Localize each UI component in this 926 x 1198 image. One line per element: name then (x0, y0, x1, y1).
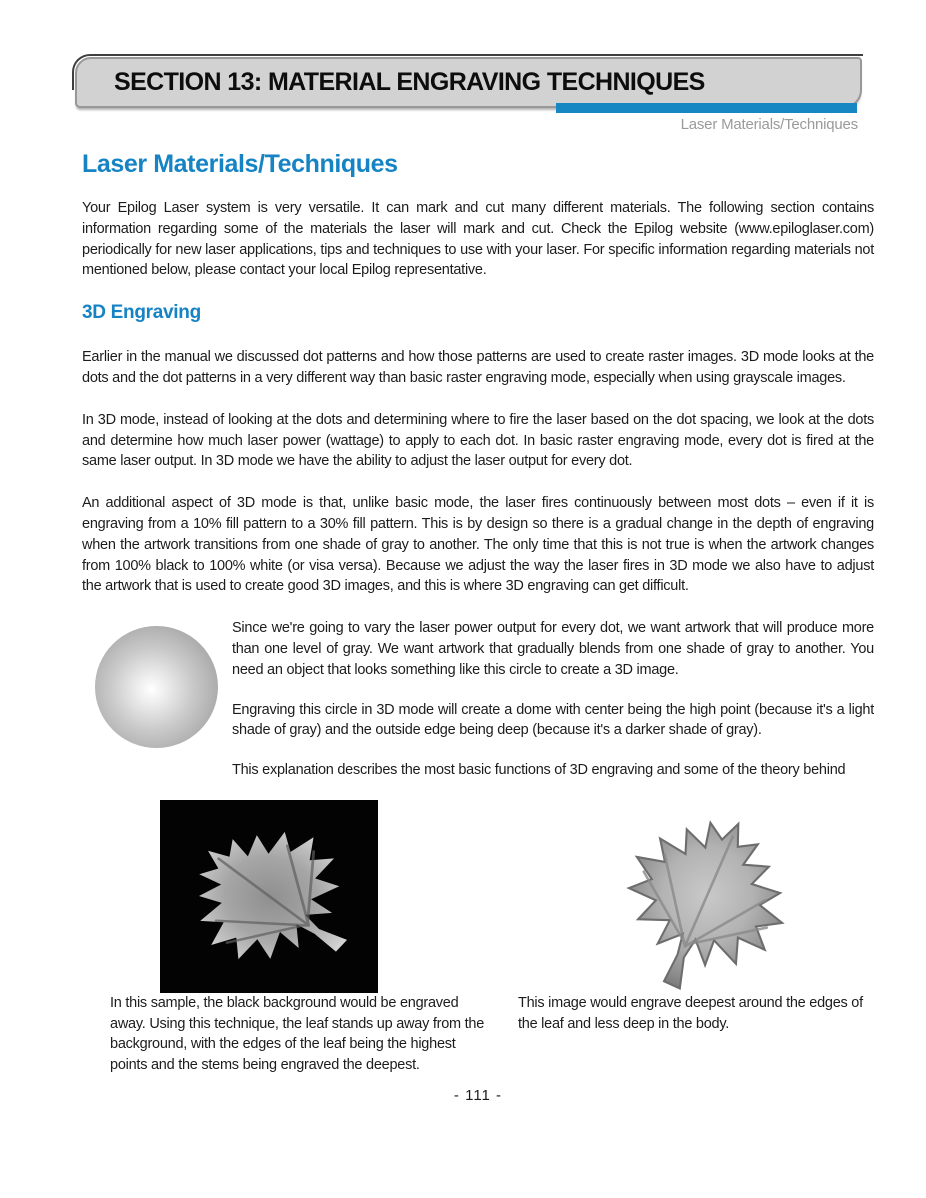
header-breadcrumb: Laser Materials/Techniques (680, 116, 858, 133)
page-title: Laser Materials/Techniques (82, 150, 398, 178)
section-banner (75, 57, 862, 108)
section-banner-title: SECTION 13: MATERIAL ENGRAVING TECHNIQUES (114, 68, 705, 96)
circle-paragraph-2: Engraving this circle in 3D mode will create a dome with center being the high point (because it's a light shade of gray) and the outside edge being deep (because it's a darker shade of gray). (232, 701, 874, 739)
figure-image-area (518, 800, 874, 997)
maple-leaf-gradient-icon (166, 805, 372, 987)
figure-leaf-white-background (518, 800, 874, 1075)
circle-paragraph-3: This explanation describes the most basic functions of 3D engraving and some of the theory behind (232, 762, 846, 779)
blue-accent-bar (556, 103, 857, 113)
figure-caption-left: In this sample, the black background would be engraved away. Using this technique, the leaf stands up away from the background, with the edges of the leaf being the highest points and the stems being engraved the deepest. (110, 994, 485, 1073)
page-number: - 111 - (453, 1087, 503, 1105)
figure-leaf-black-background (110, 800, 488, 1075)
intro-paragraph: Your Epilog Laser system is very versatile. It can mark and cut many different materials. The following section contains information regarding some of the materials the laser will mark and cut. Check the Epilog website (www.epiloglaser.com) periodically for new laser applications, tips and techniques to use with your laser. For specific information regarding materials not mentioned below, please contact your local Epilog representative. (82, 200, 874, 279)
figure-image-area (110, 800, 488, 997)
figure-row (110, 800, 874, 1075)
article-content (82, 150, 874, 1104)
section-heading-3d-engraving: 3D Engraving (82, 302, 201, 324)
gradient-circle-image (95, 626, 218, 748)
paragraph-3d-3: An additional aspect of 3D mode is that, unlike basic mode, the laser fires continuously between most dots – even if it is engraving from a 10% fill pattern to a 30% fill pattern. This is by design so there is a gradual change in the depth of engraving when the artwork transitions from one shade of gray to another. The only time that this is not true is when the artwork changes from 100% black to 100% white (or visa versa). Because we adjust the way the laser fires in 3D mode we also have to adjust the artwork that is used to create good 3D images, and this is where 3D engraving can get difficult. (82, 495, 874, 595)
circle-paragraph-1: Since we're going to vary the laser power output for every dot, we want artwork that will produce more than one level of gray. We want artwork that gradually blends from one shade of gray to another. You need an object that looks something like this circle to create a 3D image. (232, 620, 874, 678)
maple-leaf-on-white-image (610, 800, 802, 996)
sphere-image-wrapper (82, 618, 232, 780)
maple-leaf-on-black-image (160, 800, 378, 993)
paragraph-3d-2: In 3D mode, instead of looking at the dots and determining where to fire the laser based on the dot spacing, we look at the dots and determine how much laser power (wattage) to apply to each dot. In basic raster engraving mode, every dot is fired at the same laser output. In 3D mode we have the ability to adjust the laser output for every dot. (82, 411, 874, 470)
figure-caption-right: This image would engrave deepest around the edges of the leaf and less deep in the body. (518, 994, 863, 1032)
maple-leaf-grayscale-icon (610, 800, 802, 996)
circle-example-block (82, 618, 874, 781)
paragraph-3d-1: Earlier in the manual we discussed dot patterns and how those patterns are used to create raster images. 3D mode looks at the dots and the dot patterns in a very different way than basic raster engraving mode, especially when using grayscale images. (82, 349, 874, 386)
